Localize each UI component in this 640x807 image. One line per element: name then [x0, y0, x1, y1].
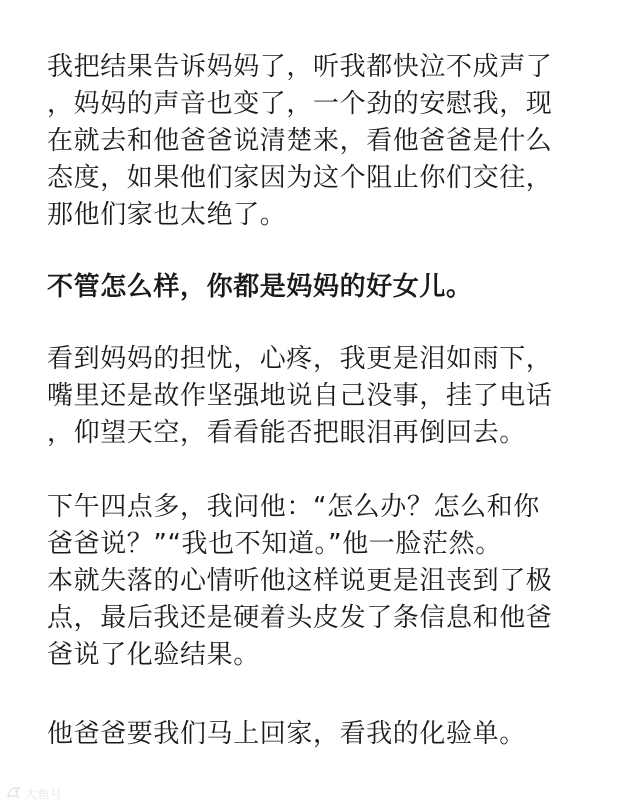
text-line: 他爸爸要我们马上回家，看我的化验单。	[47, 719, 526, 749]
text-line: ，妈妈的声音也变了，一个劲的安慰我，现	[47, 89, 553, 119]
text-line: 嘴里还是故作坚强地说自己没事，挂了电话	[47, 381, 553, 411]
paragraph	[47, 716, 607, 753]
brand-logo-icon	[6, 785, 22, 801]
text-line: 爸说了化验结果。	[47, 640, 260, 670]
watermark	[6, 784, 63, 802]
paragraph	[47, 489, 607, 674]
paragraph	[47, 341, 607, 452]
text-line: 在就去和他爸爸说清楚来，看他爸爸是什么	[47, 126, 553, 156]
text-line: 不管怎么样，你都是妈妈的好女儿。	[47, 272, 473, 302]
text-line: 点，最后我还是硬着头皮发了条信息和他爸	[47, 603, 553, 633]
text-line: 爸爸说？”“我也不知道。”他一脸茫然。	[47, 529, 502, 559]
text-line: 本就失落的心情听他这样说更是沮丧到了极	[47, 566, 553, 596]
paragraph	[47, 49, 607, 234]
text-line: 看到妈妈的担忧，心疼，我更是泪如雨下，	[47, 344, 553, 374]
text-line: ，仰望天空，看看能否把眼泪再倒回去。	[47, 418, 526, 448]
watermark-text: 大鱼号	[25, 786, 63, 801]
paragraph-emphasis	[47, 269, 607, 306]
text-line: 那他们家也太绝了。	[47, 200, 287, 230]
text-line: 下午四点多，我问他：“怎么办？怎么和你	[47, 492, 540, 522]
text-line: 态度，如果他们家因为这个阻止你们交往，	[47, 163, 553, 193]
text-line: 我把结果告诉妈妈了，听我都快泣不成声了	[47, 52, 553, 82]
